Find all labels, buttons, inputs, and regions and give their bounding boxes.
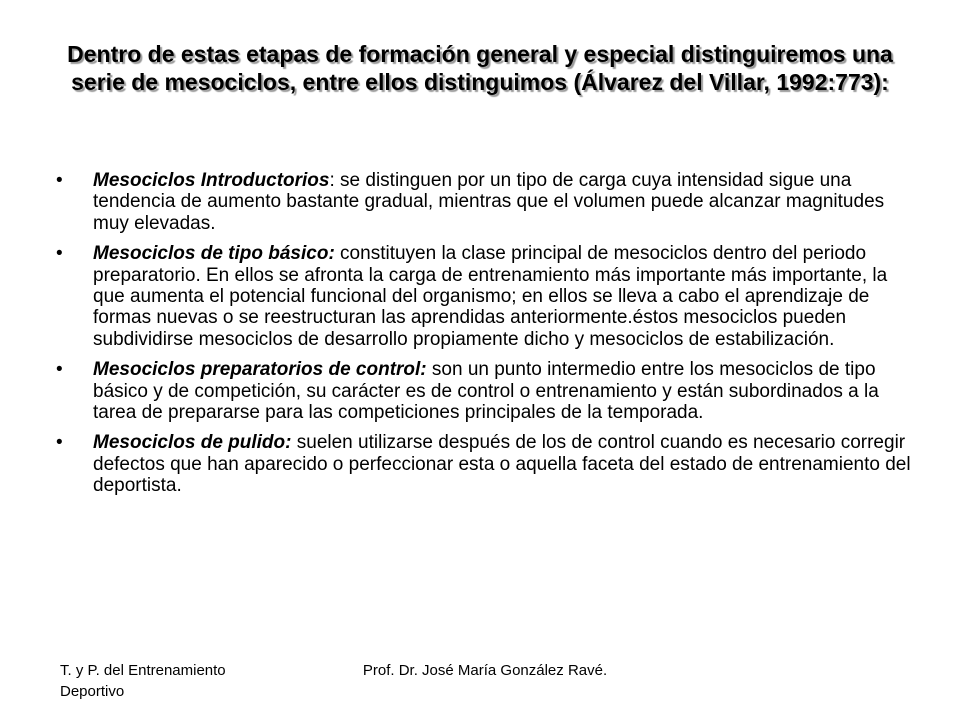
footer-author: Prof. Dr. José María González Ravé. [362,662,608,679]
bullet-text: son un punto intermedio entre los mesociclos de tipo básico y de competición, su carácter es de control o entrenamiento y están subordinados a la tarea de prepararse para las competiciones principales de la temporada. [93,359,879,424]
bullet-term: Mesociclos preparatorios de control: [93,359,427,381]
bullet-icon: • [56,432,63,454]
list-item [56,243,916,350]
bullet-icon: • [56,359,63,381]
bullet-icon: • [56,243,63,265]
list-item [56,359,916,423]
bullet-text: suelen utilizarse después de los de control cuando es necesario corregir defectos que han aparecido o perfeccionar esta o aquella faceta del estado de entrenamiento del deportista. [93,432,911,497]
footer-course-name: T. y P. del Entrenamiento Deportivo [60,662,226,700]
list-item [56,170,916,234]
slide-title: Dentro de estas etapas de formación general y especial distinguiremos una serie de mesociclos, entre ellos distinguimos (Álvarez del Villar, 1992:773): [67,41,893,95]
bullet-text: : se distinguen por un tipo de carga cuya intensidad sigue una tendencia de aumento bastante gradual, mientras que el volumen puede alcanzar magnitudes muy elevadas. [93,170,885,234]
bullet-term: Mesociclos de pulido: [93,432,292,454]
bullet-term: Mesociclos Introductorios [93,170,330,191]
list-item [56,432,916,496]
bullet-list [56,170,916,506]
bullet-text: constituyen la clase principal de mesociclos dentro del periodo preparatorio. En ellos se afronta la carga de entrenamiento más importante más importante, la que aumenta el potencial funcional del organismo; en ellos se lleva a cabo el aprendizaje de formas nuevas o se reestructuran las aprendidas anteriormente.éstos mesociclos pueden subdividirse mesociclos de desarrollo propiamente dicho y mesociclos de estabilización. [93,243,888,350]
bullet-term: Mesociclos de tipo básico: [93,243,335,265]
bullet-icon: • [56,170,63,191]
